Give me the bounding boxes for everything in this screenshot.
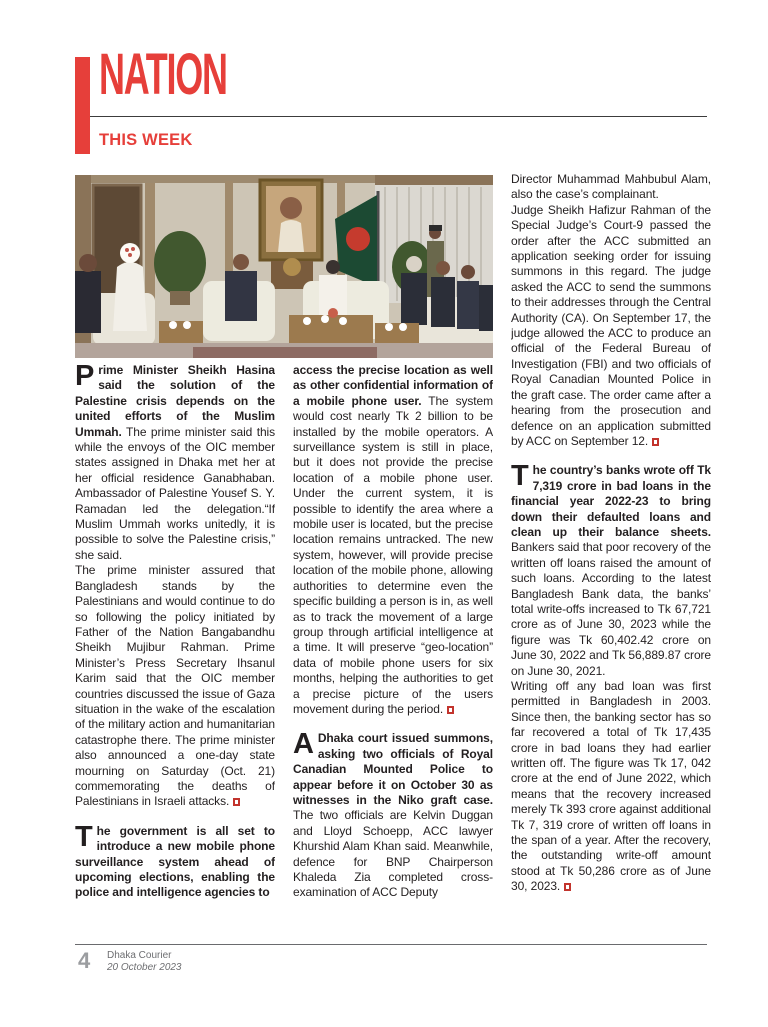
story-lead: rime Minister Sheikh Hasina said the solution of the Palestine crisis depends on the united efforts of the Muslim Ummah. — [75, 363, 275, 439]
story-end-icon — [652, 438, 659, 446]
story-banks-para1 — [511, 460, 711, 679]
publication-name: Dhaka Courier — [107, 950, 172, 961]
story-end-icon — [564, 883, 571, 891]
dropcap: T — [511, 460, 529, 493]
story-lead: Dhaka court issued summons, asking two officials of Royal Canadian Mounted Police to appear before it on October 30 as witnesses in the Niko graft case. — [293, 731, 493, 807]
story-lead: access the precise location as well as other confidential information of a mobile phone user. — [293, 363, 493, 408]
dropcap: T — [75, 820, 93, 853]
story-surveillance-start — [75, 820, 275, 901]
story-palestine-para1 — [75, 363, 275, 563]
page-number: 4 — [78, 948, 91, 973]
column-1 — [75, 363, 275, 945]
column-2 — [293, 363, 493, 945]
story-niko-continued-para2 — [511, 203, 711, 450]
column-3 — [511, 172, 711, 945]
story-text: Judge Sheikh Hafizur Rahman of the Special Judge’s Court-9 passed the order after the ACC submitted an application seeking order for issuing summons in this regard. The judge asked the ACC to send the summons to their addresses through the Central Authority (CA). On September 17, the judge allowed the ACC to produce an official of the Federal Bureau of Investigation (FBI) and two officials of Royal Canadian Mounted Police in the graft case. The order came after a hearing from the prosecution and defence on an application submitted by ACC on September 12. — [511, 202, 711, 448]
story-text: The prime minister assured that Bangladesh stands by the Palestinians and would continue to do so following the policy initiated by Father of the Nation Bangabandhu Sheikh Mujibur Rahman. Prime Minister’s Press Secretary Ihsanul Karim said that the OIC member countries discussed the issue of Gaza situation in the wake of the escalation of the military action and humanitarian catastrophe there. The prime minister also announced a one-day state mourning on Saturday (Oct. 21) commemorating the deaths of Palestinians in Israeli attacks. — [75, 563, 275, 809]
story-text: Bankers said that poor recovery of the written off loans raised the amount of such loans. According to the latest Bangladesh Bank data, the banks’ total write-offs increased to Tk 67,721 crore as of June 30, 2023 while the figure was Tk 60,402.42 crore on June 30, 2022 and Tk 56,889.87 crore on June 30, 2021. — [511, 540, 711, 678]
story-text: The two officials are Kelvin Duggan and Lloyd Schoepp, ACC lawyer Khurshid Alam Khan said. Meanwhile, defence for BNP Chairperson Khaleda Zia completed cross-examination of ACC Deputy — [293, 808, 493, 900]
story-text: Director Muhammad Mahbubul Alam, also the case’s complainant. — [511, 172, 711, 202]
story-text: The system would cost nearly Tk 2 billion to be installed by the mobile operators. A surveillance system is still in place, but it does not provide the precise location of a mobile phone user. Under the current system, it is possible to identify the area where a mobile user is located, but the precise location remains untracked. The new system, however, will provide precise location of the mobile phone, allowing authorities to determine even the specific building a person is in, as well as to track the movement of a large group through artificial intelligence at a time. It will preserve “geo-location” data of mobile phone users for six months, helping the authorities to get a precise picture of the users movement during the period. — [293, 393, 493, 716]
story-banks-para2 — [511, 679, 711, 895]
story-text: Writing off any bad loan was first permitted in Bangladesh in 2003. Since then, the banking sector has so far recovered a total of Tk 17,435 crore in bad loans they had earlier written off. The figure was Tk 17, 042 crore at the end of June 2022, which means that the recovery increased merely Tk 393 crore against additional Tk 7, 319 crore of written off loans in the span of a year. After the recovery, the outstanding write-off amount stood at Tk 50,286 crore as of June 30, 2023. — [511, 679, 711, 894]
story-end-icon — [233, 798, 240, 806]
story-niko-continued-para1 — [511, 172, 711, 203]
story-end-icon — [447, 706, 454, 714]
story-surveillance-continued — [293, 363, 493, 717]
footer-divider — [75, 944, 707, 945]
story-niko-start — [293, 728, 493, 900]
story-lead: he country’s banks wrote off Tk 7,319 crore in bad loans in the financial year 2022-23 to bring down their defaulted loans and clean up their balance sheets. — [511, 463, 711, 539]
header-divider — [90, 116, 707, 117]
story-text: The prime minister said this while the envoys of the OIC member states assigned in Dhaka met her at her official residence Ganabhaban. Ambassador of Palestine Yousef S. Y. Ramadan led the delegation.“If Muslim Ummah works unitedly, it is possible to solve the Palestine crisis,” she said. — [75, 424, 275, 562]
story-lead: he government is all set to introduce a new mobile phone surveillance system ahead of upcoming elections, enabling the police and intelligence agencies to — [75, 823, 275, 900]
story-palestine-para2 — [75, 563, 275, 810]
dropcap: A — [293, 728, 314, 761]
section-accent-bar — [75, 57, 90, 154]
issue-date: 20 October 2023 — [107, 961, 182, 973]
meeting-photo — [75, 175, 493, 358]
subsection-title: THIS WEEK — [99, 131, 193, 149]
publication-info — [107, 950, 182, 973]
dropcap: P — [75, 363, 95, 392]
photo-portrait — [260, 180, 322, 260]
section-title: NATION — [99, 42, 227, 107]
